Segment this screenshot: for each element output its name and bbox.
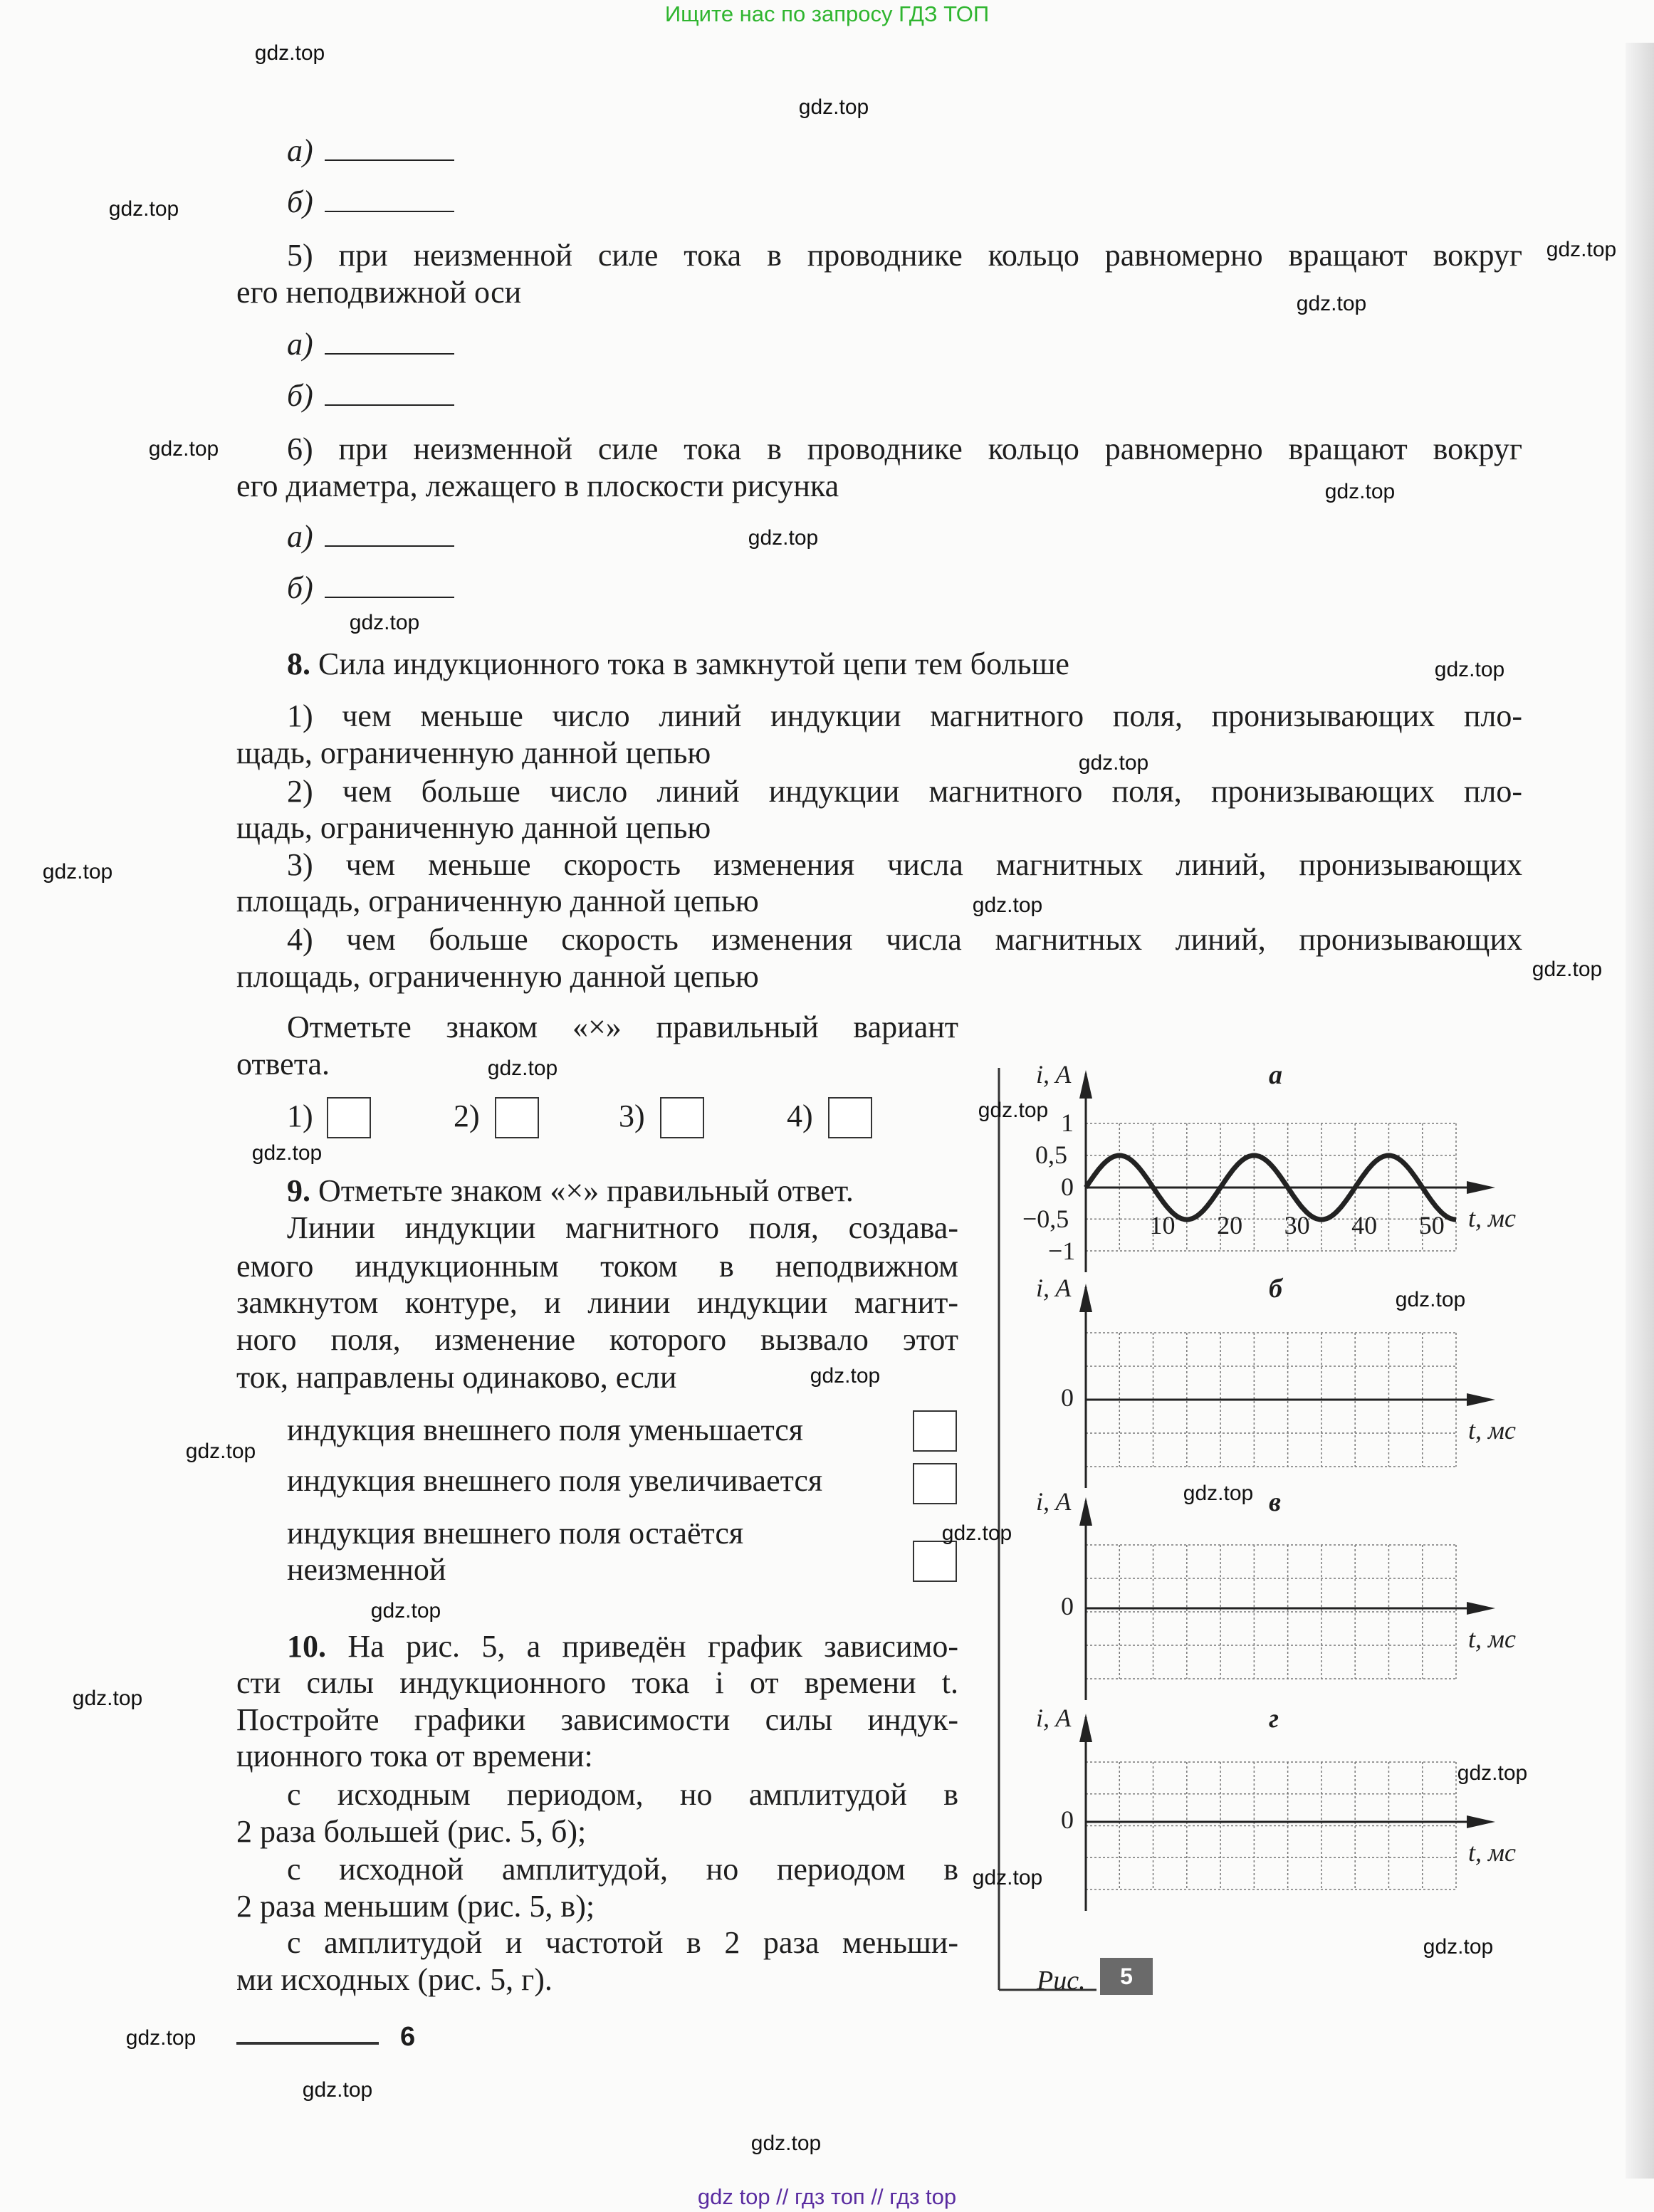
option-line: площадь, ограниченную данной цепью (236, 884, 759, 918)
option-line: 4) чем больше скорость изменения числа магнитных линий, пронизывающих (287, 922, 1522, 957)
blank-label: а) (287, 519, 313, 554)
y-tick-label: 0 (1061, 1173, 1074, 1201)
blank-label: б) (287, 570, 313, 605)
question-text: На рис. 5, а приведён график зависимо- (347, 1629, 959, 1664)
watermark: gdz.top (42, 860, 113, 884)
x-axis-label: t, мс (1468, 1204, 1516, 1232)
question-line: замкнутом контуре, и линии индукции магнит- (236, 1285, 958, 1320)
instruction-line: ответа. (236, 1047, 330, 1081)
y-tick-label: 0 (1061, 1805, 1074, 1834)
watermark: gdz.top (1532, 958, 1603, 981)
panel-label: в (1269, 1487, 1281, 1517)
watermark: gdz.top (941, 1521, 1012, 1545)
x-tick-label: 30 (1284, 1211, 1310, 1239)
option-line: щадь, ограниченную данной цепью (236, 810, 711, 845)
figure-caption: Рис. (1037, 1966, 1086, 1996)
question-line: 2 раза меньшим (рис. 5, в); (236, 1889, 595, 1924)
y-tick-label: −1 (1048, 1237, 1076, 1265)
watermark: gdz.top (972, 893, 1043, 917)
watermark: gdz.top (750, 2132, 822, 2155)
watermark: gdz.top (487, 1057, 558, 1080)
x-axis-arrow (1467, 1393, 1495, 1406)
y-tick-label: 1 (1061, 1108, 1074, 1137)
x-tick-label: 20 (1217, 1211, 1243, 1239)
question-text: Отметьте знаком «×» правильный ответ. (318, 1173, 854, 1208)
checkbox-label: 4) (787, 1099, 813, 1133)
watermark: gdz.top (810, 1364, 881, 1388)
x-axis-arrow (1467, 1602, 1495, 1615)
option-line: 2) чем больше число линий индукции магнитного поля, пронизывающих пло- (287, 774, 1522, 809)
figure-number-badge: 5 (1100, 1958, 1153, 1995)
y-axis-arrow (1079, 1070, 1092, 1099)
footer-links[interactable]: gdz top // гдз топ // гдз top (697, 2184, 957, 2209)
x-axis-label: t, мс (1468, 1838, 1516, 1867)
watermark: gdz.top (978, 1099, 1049, 1122)
panel-label: б (1269, 1274, 1282, 1304)
x-axis-label: t, мс (1468, 1625, 1516, 1653)
question-line: емого индукционным током в неподвижном (236, 1249, 958, 1284)
question-line: ного поля, изменение которого вызвало этот (236, 1322, 958, 1357)
panel-label: а (1269, 1060, 1282, 1090)
y-axis-label: i, A (1036, 1487, 1072, 1516)
option-line: щадь, ограниченную данной цепью (236, 735, 711, 770)
watermark: gdz.top (185, 1440, 256, 1463)
question-number: 9. (287, 1173, 310, 1208)
question-line: ток, направлены одинаково, если (236, 1360, 677, 1395)
y-tick-label: 0,5 (1035, 1141, 1067, 1169)
watermark: gdz.top (1296, 292, 1367, 315)
watermark: gdz.top (1546, 238, 1617, 261)
y-axis-arrow (1079, 1497, 1092, 1526)
checkbox-label: 3) (619, 1099, 645, 1133)
x-axis-arrow (1467, 1815, 1495, 1828)
x-axis-arrow (1467, 1181, 1495, 1194)
watermark: gdz.top (108, 197, 179, 221)
option-line: 1) чем меньше число линий индукции магнитного поля, пронизывающих пло- (287, 698, 1522, 733)
x-tick-label: 40 (1351, 1211, 1378, 1239)
watermark: gdz.top (72, 1687, 143, 1710)
y-tick-label: −0,5 (1022, 1205, 1069, 1233)
option-line: площадь, ограниченную данной цепью (236, 959, 759, 994)
option-text: индукция внешнего поля остаётся (287, 1516, 744, 1551)
watermark: gdz.top (1183, 1482, 1254, 1505)
option-text: неизменной (287, 1552, 446, 1587)
x-axis-label: t, мс (1468, 1416, 1516, 1445)
question-line: с исходной амплитудой, но периодом в (287, 1852, 958, 1887)
option-text: индукция внешнего поля увеличивается (287, 1463, 823, 1498)
option-text: индукция внешнего поля уменьшается (287, 1412, 803, 1447)
watermark: gdz.top (1434, 658, 1505, 681)
question-line: 2 раза большей (рис. 5, б); (236, 1814, 587, 1849)
y-axis-arrow (1079, 1284, 1092, 1312)
y-tick-label: 0 (1061, 1592, 1074, 1620)
question-line: с исходным периодом, но амплитудой в (287, 1777, 958, 1812)
y-axis-label: i, A (1036, 1274, 1072, 1302)
blank-label: б) (287, 378, 313, 413)
watermark: gdz.top (972, 1866, 1043, 1889)
instruction-line: Отметьте знаком «×» правильный вариант (287, 1010, 958, 1044)
question-line: ционного тока от времени: (236, 1739, 593, 1773)
question-number: 10. (287, 1629, 326, 1664)
panel-label: г (1269, 1704, 1279, 1734)
watermark: gdz.top (349, 611, 420, 634)
x-tick-label: 10 (1149, 1211, 1176, 1239)
question-text: Сила индукционного тока в замкнутой цепи тем больше (318, 646, 1069, 681)
question-number: 8. (287, 646, 310, 681)
blank-label: а) (287, 133, 313, 168)
watermark: gdz.top (1078, 751, 1149, 775)
watermark: gdz.top (254, 41, 325, 65)
item-6-line: его диаметра, лежащего в плоскости рисунка (236, 468, 839, 503)
option-line: 3) чем меньше скорость изменения числа магнитных линий, пронизывающих (287, 847, 1522, 882)
watermark: gdz.top (148, 437, 219, 461)
y-axis-arrow (1079, 1714, 1092, 1742)
x-tick-label: 50 (1418, 1211, 1445, 1239)
y-tick-label: 0 (1061, 1383, 1074, 1412)
watermark: gdz.top (748, 526, 819, 550)
page-number: 6 (400, 2022, 416, 2052)
search-banner[interactable]: Ищите нас по запросу ГДЗ ТОП (664, 1, 990, 26)
blank-label: а) (287, 327, 313, 362)
blank-label: б) (287, 184, 313, 219)
watermark: gdz.top (125, 2026, 197, 2050)
y-axis-label: i, A (1036, 1704, 1072, 1732)
watermark: gdz.top (1324, 480, 1396, 503)
watermark: gdz.top (251, 1141, 323, 1165)
y-axis-label: i, A (1036, 1060, 1072, 1089)
question-line: Линии индукции магнитного поля, создава- (287, 1210, 958, 1245)
item-5-line: его неподвижной оси (236, 275, 522, 310)
watermark: gdz.top (370, 1599, 441, 1623)
question-line: сти силы индукционного тока i от времени t. (236, 1665, 958, 1700)
question-line: с амплитудой и частотой в 2 раза меньши- (287, 1925, 958, 1960)
watermark: gdz.top (798, 95, 869, 119)
question-line: Постройте графики зависимости силы индук- (236, 1702, 958, 1737)
watermark: gdz.top (302, 2078, 373, 2102)
question-line: ми исходных (рис. 5, г). (236, 1962, 553, 1997)
item-5-line: 5) при неизменной силе тока в проводнике кольцо равномерно вращают вокруг (287, 238, 1522, 273)
checkbox-label: 2) (454, 1099, 480, 1133)
watermark: gdz.top (1457, 1761, 1528, 1785)
watermark: gdz.top (1395, 1288, 1466, 1311)
watermark: gdz.top (1423, 1935, 1494, 1959)
checkbox-label: 1) (287, 1099, 313, 1133)
item-6-line: 6) при неизменной силе тока в проводнике кольцо равномерно вращают вокруг (287, 431, 1522, 466)
